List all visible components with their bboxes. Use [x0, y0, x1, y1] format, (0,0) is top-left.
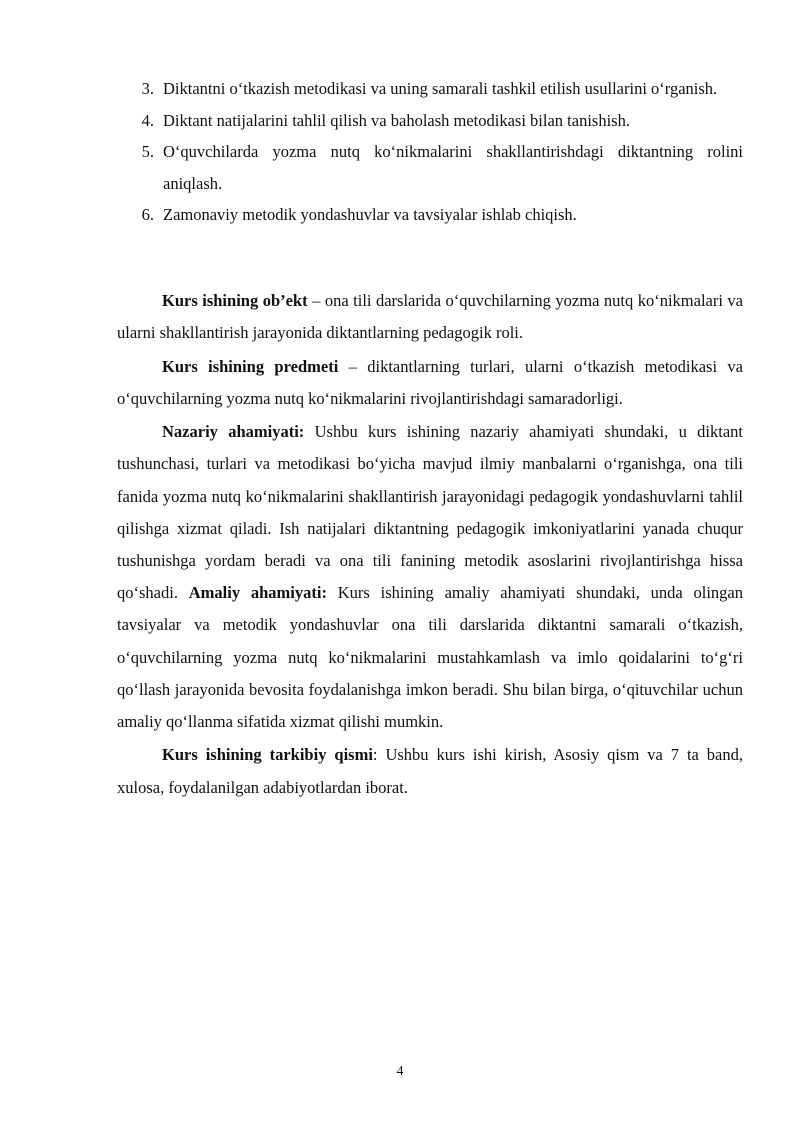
object-text: – ona tili darslarida o‘quvchilarning yozma nutq ko‘nikmalari va ularni shakllantirish jarayonida diktantlarning pedagogik roli. — [117, 291, 743, 343]
list-item-text: Diktant natijalarini tahlil qilish va baholash metodikasi bilan tanishish. — [163, 110, 630, 130]
list-item — [117, 105, 743, 137]
subject-paragraph — [117, 351, 743, 415]
object-term: Kurs ishining ob’ekt — [162, 291, 308, 310]
theoretical-text: Ushbu kurs ishining nazariy ahamiyati shundaki, u diktant tushunchasi, turlari va metodikasi bo‘yicha mavjud ilmiy manbalarni o‘rganishga, ona tili fanida yozma nutq ko‘nikmalarini shakllantirish jarayonidagi pedagogik yondashuvlarni tahlil qilishga xizmat qiladi. Ish natijalari diktantning pedagogik imkoniyatlarini yanada chuqur tushunishga yordam beradi va ona tili fanining metodik asoslarini rivojlantirishga hissa qo‘shadi. — [117, 422, 743, 603]
structure-text: : Ushbu kurs ishi kirish, Asosiy qism va 7 ta band, xulosa, foydalanilgan adabiyotlardan iborat. — [117, 745, 744, 797]
list-item-text: Diktantni o‘tkazish metodikasi va uning samarali tashkil etilish usullarini o‘rganish. — [163, 79, 718, 98]
structure-term: Kurs ishining tarkibiy qismi — [162, 745, 373, 765]
theoretical-term: Nazariy ahamiyati: — [162, 422, 305, 442]
list-item-number: 5. — [141, 142, 154, 161]
practical-term: Amaliy ahamiyati: — [188, 583, 327, 603]
list-item-text: O‘quvchilarda yozma nutq ko‘nikmalarini shakllantirishdagi diktantning rolini aniqlash. — [163, 142, 743, 193]
list-item — [117, 199, 743, 231]
list-item — [117, 136, 743, 199]
list-item-number: 3. — [141, 79, 154, 98]
list-item-number: 6. — [141, 205, 154, 224]
list-item-number: 4. — [141, 110, 154, 130]
list-item — [117, 73, 743, 105]
subject-term: Kurs ishining predmeti — [162, 356, 339, 376]
practical-text: Kurs ishining amaliy ahamiyati shundaki, unda olingan tavsiyalar va metodik yondashuvlar ona tili darslarida diktantni samarali o‘tkazish, o‘quvchilarning yozma nutq ko‘nikmalarini mustahkamlash va imlo qoidalarini to‘g‘ri qo‘llash jarayonida bevosita foydalanishga imkon beradi. Shu bilan birga, o‘qituvchilar uchun amaliy qo‘llanma sifatida xizmat qilishi mumkin. — [117, 583, 743, 732]
object-paragraph — [117, 285, 743, 349]
objectives-list — [117, 73, 743, 231]
subject-text: – diktantlarning turlari, ularni o‘tkazish metodikasi va o‘quvchilarning yozma nutq ko‘nikmalarini rivojlantirishdagi samaradorligi. — [117, 356, 743, 408]
structure-paragraph — [117, 739, 743, 803]
page-number: 4 — [396, 1064, 404, 1079]
theoretical-paragraph — [117, 416, 743, 738]
body-text — [117, 285, 743, 805]
list-item-text: Zamonaviy metodik yondashuvlar va tavsiyalar ishlab chiqish. — [163, 205, 577, 224]
